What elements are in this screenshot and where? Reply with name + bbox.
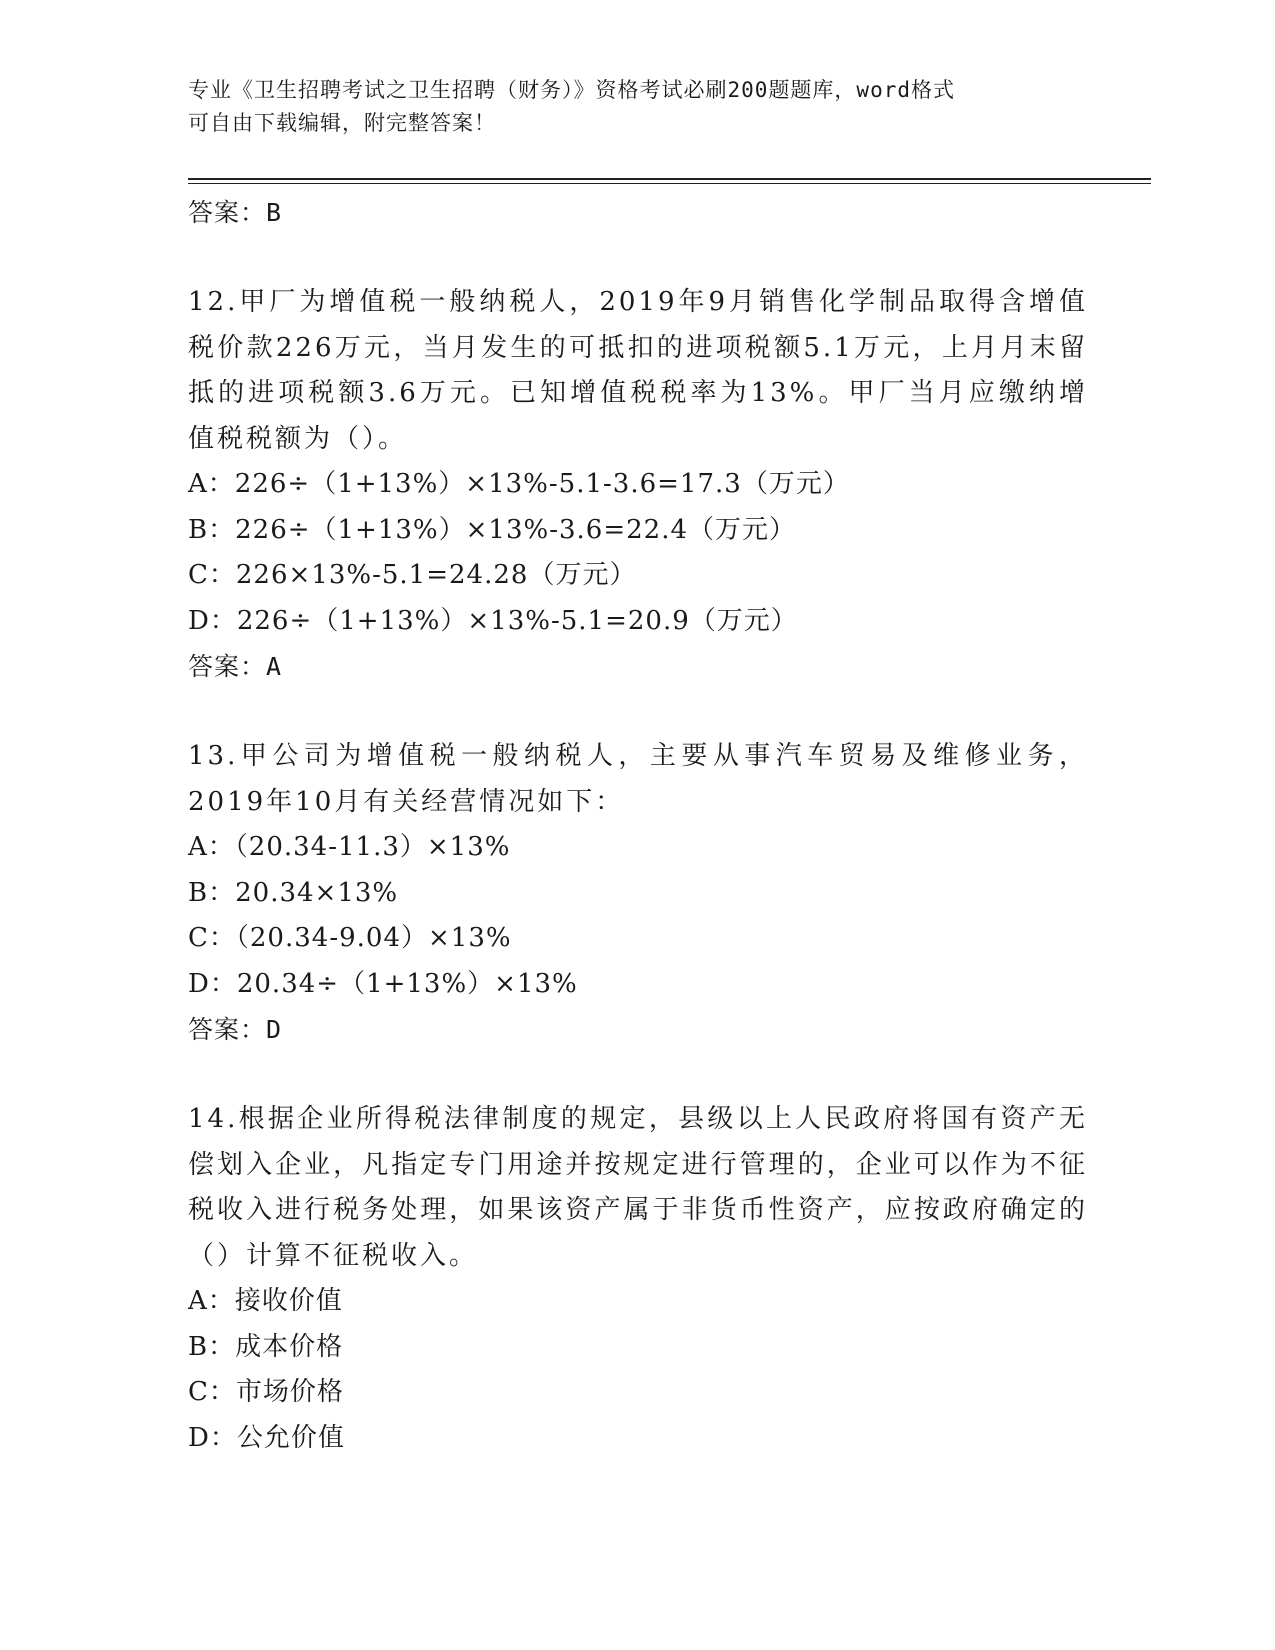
question-text: 12.甲厂为增值税一般纳税人，2019年9月销售化学制品取得含增值税价款226万元，当月发生的可抵扣的进项税额5.1万元，上月月末留抵的进项税额3.6万元。已知增值税税率为13%。甲厂当月应缴纳增值税税额为（）。 — [188, 287, 1088, 454]
option-a: A：226÷（1+13%）×13%-5.1-3.6=17.3（万元） — [188, 469, 850, 499]
document-header — [188, 74, 1088, 140]
question-text: 13.甲公司为增值税一般纳税人，主要从事汽车贸易及维修业务，2019年10月有关经营情况如下： — [188, 741, 1088, 817]
option-d: D：20.34÷（1+13%）×13% — [188, 968, 578, 999]
document-body — [188, 190, 1088, 1461]
option-c: C：市场价格 — [188, 1377, 344, 1407]
question-12 — [188, 280, 1088, 690]
option-a: A：接收价值 — [188, 1286, 343, 1316]
option-c: C：226×13%-5.1=24.28（万元） — [188, 560, 637, 590]
header-line-2: 可自由下载编辑，附完整答案！ — [188, 111, 496, 135]
previous-answer: 答案：B — [188, 198, 283, 227]
option-a: A：（20.34-11.3）×13% — [188, 832, 511, 862]
question-text: 14.根据企业所得税法律制度的规定，县级以上人民政府将国有资产无偿划入企业，凡指定专门用途并按规定进行管理的，企业可以作为不征税收入进行税务处理，如果该资产属于非货币性资产，应按政府确定的（）计算不征税收入。 — [188, 1104, 1088, 1271]
option-b: B：226÷（1+13%）×13%-3.6=22.4（万元） — [188, 514, 797, 545]
option-b: B：20.34×13% — [188, 877, 399, 908]
header-rule-thick — [188, 178, 1151, 180]
question-14 — [188, 1097, 1088, 1461]
option-b: B：成本价格 — [188, 1331, 344, 1362]
answer: 答案：A — [188, 652, 283, 681]
option-c: C：（20.34-9.04）×13% — [188, 923, 512, 953]
answer: 答案：D — [188, 1015, 283, 1044]
header-rule-thin — [188, 183, 1151, 184]
option-d: D：公允价值 — [188, 1422, 345, 1453]
question-13 — [188, 734, 1088, 1053]
header-line-1: 专业《卫生招聘考试之卫生招聘（财务）》资格考试必刷200题题库，word格式 — [188, 78, 955, 102]
option-d: D：226÷（1+13%）×13%-5.1=20.9（万元） — [188, 605, 798, 636]
